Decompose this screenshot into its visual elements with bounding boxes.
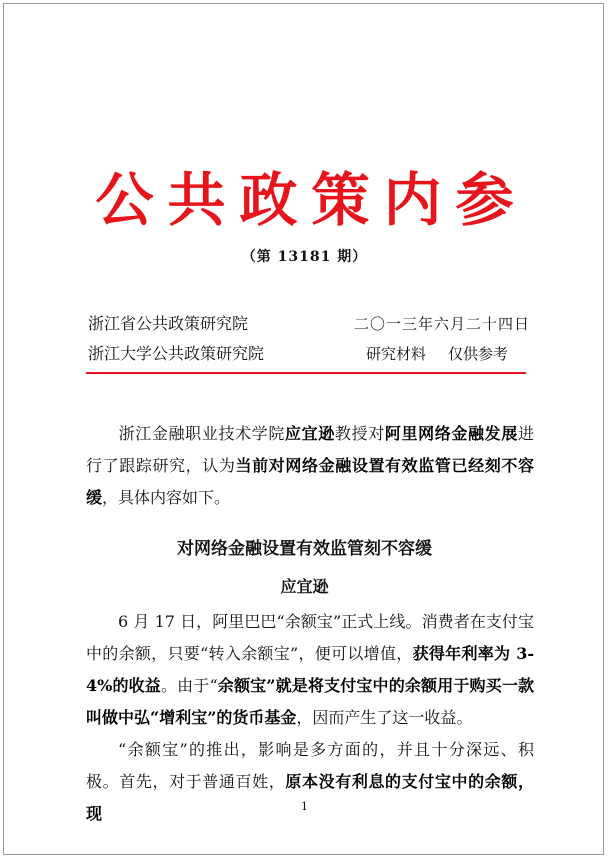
intro-paragraph [86,418,534,514]
masthead-title: 公共政策内参 [95,166,528,234]
intro-conclusion: 当前对网络金融设置有效监管已经刻不容缓 [86,456,534,507]
org-name-university: 浙江大学公共政策研究院 [88,344,265,363]
body-emphasis: 余额宝”就是将支付宝中的余额用于购买一款叫做中弘“增利宝”的货币基金 [86,676,534,727]
body-text: ，因而产生了这一收益。 [296,708,473,727]
distribution-note [366,344,508,364]
article-title: 对网络金融设置有效监管刻不容缓 [177,539,432,559]
body-paragraph [86,606,534,734]
intro-institution: 浙江金融职业技术学院 [118,424,286,443]
body-emphasis: 原本没有利息的支付宝中的余额，现 [86,772,534,823]
publication-date: 二〇一三年六月二十四日 [354,315,531,333]
org-name-provincial: 浙江省公共政策研究院 [88,314,249,333]
intro-text: ，具体内容如下。 [102,488,231,507]
note-reference-only: 仅供参考 [448,345,509,363]
body-text: 。由于“ [160,676,218,695]
intro-topic: 阿里网络金融发展 [384,424,518,443]
body-paragraph [86,734,534,830]
intro-author: 应宜逊 [285,424,335,443]
issue-number: （第 13181 期） [241,249,368,265]
note-research-material: 研究材料 [366,345,427,363]
body-emphasis: 获得年利率为 3-4%的收益 [86,644,534,695]
page-number: 1 [301,800,308,813]
body-text: 6 月 17 日，阿里巴巴“余额宝”正式上线。消费者在支付宝中的余额，只要“转入余额宝”，便可以增值， [86,612,534,663]
body-text: “余额宝”的推出，影响是多方面的，并且十分深远、积极。首先，对于普通百姓， [86,740,534,791]
intro-text: 教授对 [334,424,385,443]
article-author: 应宜逊 [280,577,329,596]
intro-text: 进行了跟踪研究，认为 [86,424,534,475]
header-divider [86,372,526,374]
